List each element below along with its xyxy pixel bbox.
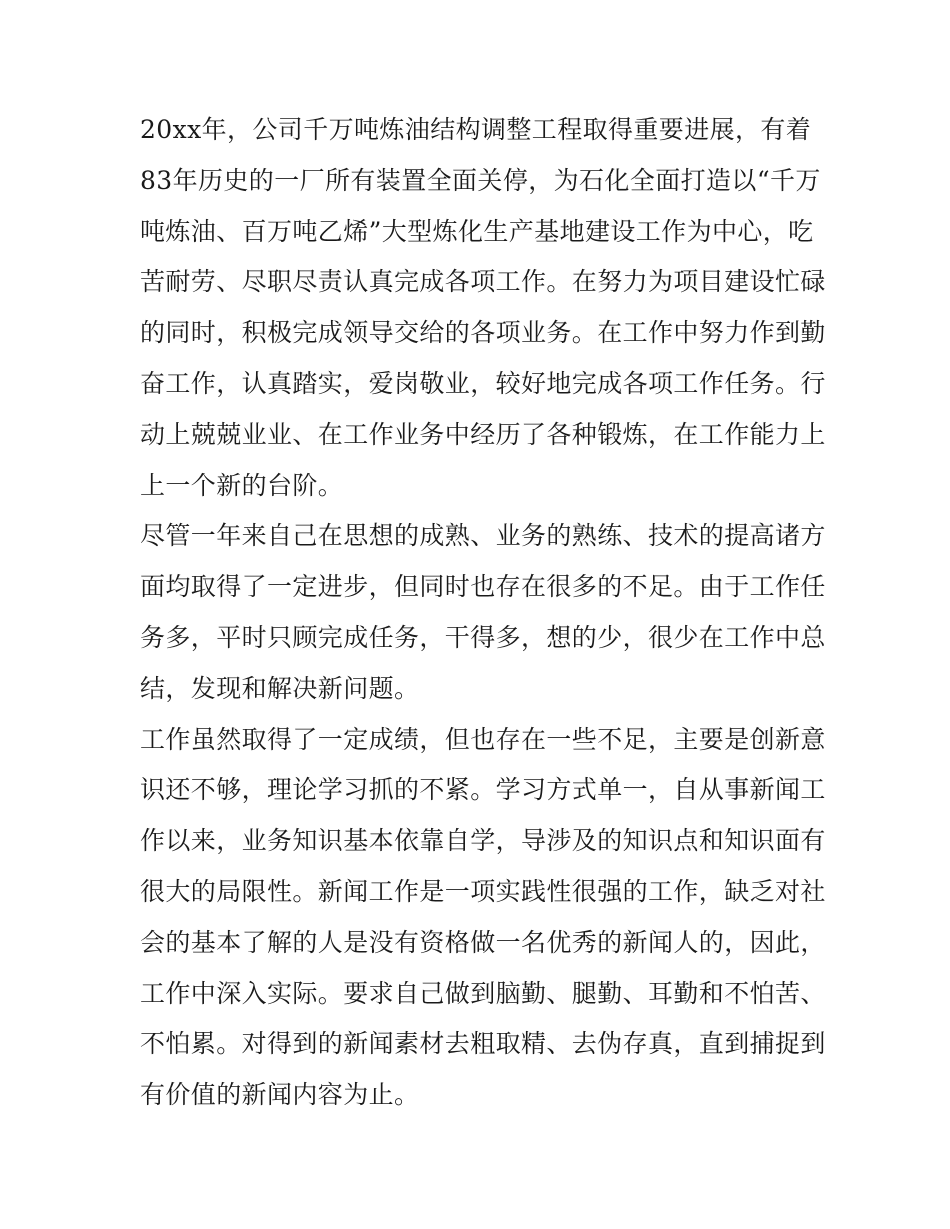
- text-line: 83年历史的一厂所有装置全面关停，为石化全面打造以“千万: [140, 165, 821, 195]
- paragraph-shortcomings: [140, 511, 826, 714]
- paragraph-improvement: [140, 715, 826, 1121]
- text-line: 尽管一年来自己在思想的成熟、业务的熟练、技术的提高诸方: [140, 521, 826, 551]
- text-line: 苦耐劳、尽职尽责认真完成各项工作。在努力为项目建设忙碌: [140, 267, 826, 297]
- text-line: 有价值的新闻内容为止。: [140, 1080, 420, 1110]
- text-line: 不怕累。对得到的新闻素材去粗取精、去伪存真，直到捕捉到: [140, 1029, 826, 1059]
- text-line: 工作虽然取得了一定成绩，但也存在一些不足，主要是创新意: [140, 724, 826, 754]
- text-line: 很大的局限性。新闻工作是一项实践性很强的工作，缺乏对社: [140, 876, 826, 906]
- text-line: 20xx年，公司千万吨炼油结构调整工程取得重要进展，有着: [140, 115, 812, 144]
- text-line: 务多，平时只顾完成任务，干得多，想的少，很少在工作中总: [140, 622, 826, 652]
- text-line: 动上兢兢业业、在工作业务中经历了各种锻炼，在工作能力上: [140, 419, 826, 449]
- text-line: 工作中深入实际。要求自己做到脑勤、腿勤、耳勤和不怕苦、: [140, 978, 826, 1008]
- text-line: 面均取得了一定进步，但同时也存在很多的不足。由于工作任: [140, 572, 826, 602]
- text-line: 识还不够，理论学习抓的不紧。学习方式单一，自从事新闻工: [140, 775, 826, 805]
- text-line: 结，发现和解决新问题。: [140, 673, 420, 703]
- text-line: 奋工作，认真踏实，爱岗敬业，较好地完成各项工作任务。行: [140, 368, 826, 398]
- document-body: [140, 105, 826, 1121]
- text-line: 上一个新的台阶。: [140, 470, 344, 500]
- text-line: 会的基本了解的人是没有资格做一名优秀的新闻人的，因此，: [140, 927, 826, 957]
- text-line: 作以来，业务知识基本依靠自学，导涉及的知识点和知识面有: [140, 826, 826, 856]
- text-line: 吨炼油、百万吨乙烯”大型炼化生产基地建设工作为中心，吃: [140, 216, 814, 246]
- text-line: 的同时，积极完成领导交给的各项业务。在工作中努力作到勤: [140, 318, 826, 348]
- paragraph-project-progress: [140, 105, 826, 511]
